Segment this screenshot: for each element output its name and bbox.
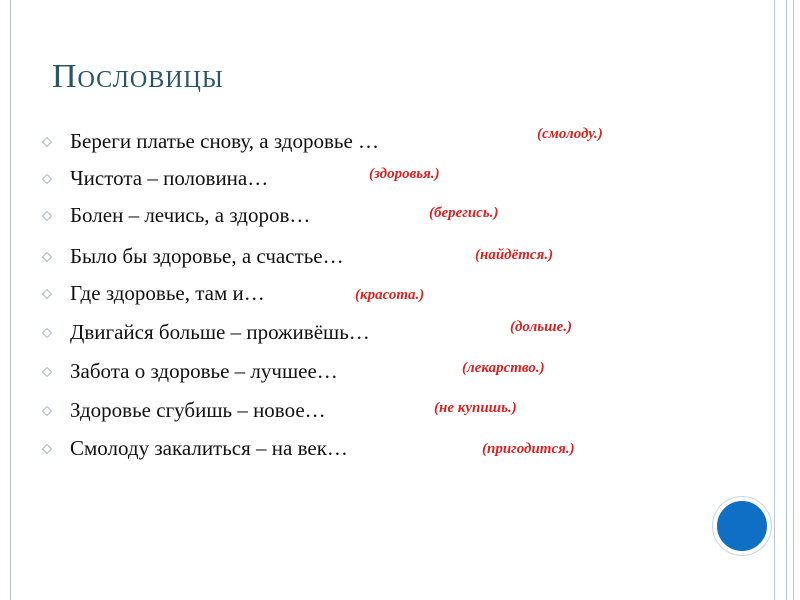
proverb-item: [42, 200, 310, 230]
bullet-icon: [42, 211, 52, 221]
frame-line-right: [793, 0, 794, 600]
proverb-item: [42, 241, 344, 271]
proverb-text: Береги платье снову, а здоровье …: [70, 128, 380, 153]
bullet-icon: [42, 328, 52, 338]
slide-title: Пословицы: [52, 58, 224, 95]
proverb-item: [42, 433, 348, 463]
proverb-item: [42, 163, 268, 193]
proverb-text: Болен – лечись, а здоров…: [70, 202, 311, 227]
bullet-icon: [42, 137, 52, 147]
answer-label: (смолоду.): [537, 126, 603, 142]
bullet-icon: [42, 444, 52, 454]
proverb-item: [42, 395, 326, 425]
answer-label: (красота.): [355, 287, 425, 303]
answer-label: (лекарство.): [462, 360, 545, 376]
proverb-text: Здоровье сгубишь – новое…: [70, 397, 326, 422]
bullet-icon: [42, 174, 52, 184]
frame-line-left: [10, 0, 11, 600]
bullet-icon: [42, 367, 52, 377]
proverb-text: Где здоровье, там и…: [70, 280, 265, 305]
proverb-text: Двигайся больше – проживёшь…: [70, 319, 370, 344]
proverb-text: Забота о здоровье – лучшее…: [70, 358, 338, 383]
frame-line-right: [786, 0, 787, 600]
bullet-icon: [42, 252, 52, 262]
proverb-text: Смолоду закалиться – на век…: [70, 435, 348, 460]
proverb-item: [42, 317, 370, 347]
proverb-item: [42, 278, 265, 308]
answer-label: (берегись.): [429, 205, 499, 221]
proverb-item: [42, 356, 338, 386]
answer-label: (найдётся.): [475, 247, 554, 263]
answer-label: (не купишь.): [434, 400, 517, 416]
bullet-icon: [42, 289, 52, 299]
frame-line-right: [774, 0, 775, 600]
answer-label: (дольше.): [510, 319, 573, 335]
answer-label: (здоровья.): [369, 166, 440, 182]
bullet-icon: [42, 406, 52, 416]
decorative-circle: [713, 497, 771, 555]
proverb-item: [42, 126, 379, 156]
proverb-text: Было бы здоровье, а счастье…: [70, 243, 344, 268]
answer-label: (пригодится.): [482, 441, 575, 457]
proverb-text: Чистота – половина…: [70, 165, 269, 190]
